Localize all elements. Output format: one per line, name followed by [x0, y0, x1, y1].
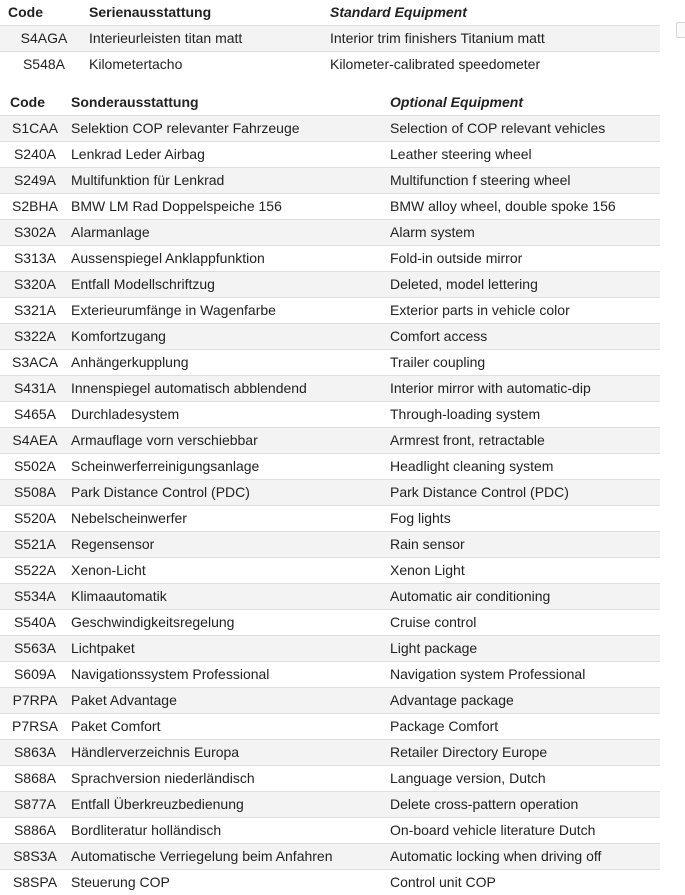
english-description-cell: Fog lights: [389, 506, 660, 532]
code-cell: S1CAA: [0, 116, 70, 142]
english-description-cell: Selection of COP relevant vehicles: [389, 116, 660, 142]
code-cell: S8SPA: [0, 870, 70, 895]
german-description-cell: Xenon-Licht: [70, 558, 389, 584]
code-cell: S520A: [0, 506, 70, 532]
table-row: [0, 584, 660, 610]
german-description-cell: Regensensor: [70, 532, 389, 558]
code-cell: S508A: [0, 480, 70, 506]
code-cell: S609A: [0, 662, 70, 688]
code-cell: S240A: [0, 142, 70, 168]
german-description-cell: Lenkrad Leder Airbag: [70, 142, 389, 168]
english-description-cell: Navigation system Professional: [389, 662, 660, 688]
code-cell: S886A: [0, 818, 70, 844]
table-row: [0, 428, 660, 454]
table-row: [0, 324, 660, 350]
standard-equipment-rows: [0, 26, 660, 78]
standard-equipment-header-row: [0, 0, 660, 26]
table-row: [0, 740, 660, 766]
code-cell: S522A: [0, 558, 70, 584]
german-description-cell: Selektion COP relevanter Fahrzeuge: [70, 116, 389, 142]
english-description-cell: Fold-in outside mirror: [389, 246, 660, 272]
code-cell: S322A: [0, 324, 70, 350]
german-description-cell: BMW LM Rad Doppelspeiche 156: [70, 194, 389, 220]
optional-equipment-table: [0, 90, 660, 895]
german-description-cell: Geschwindigkeitsregelung: [70, 610, 389, 636]
german-description-cell: Innenspiegel automatisch abblendend: [70, 376, 389, 402]
german-description-cell: Kilometertacho: [88, 52, 328, 78]
table-row: [0, 116, 660, 142]
german-description-cell: Nebelscheinwerfer: [70, 506, 389, 532]
table-row: [0, 454, 660, 480]
code-cell: S8S3A: [0, 844, 70, 870]
german-description-cell: Alarmanlage: [70, 220, 389, 246]
table-row: [0, 688, 660, 714]
english-description-cell: Through-loading system: [389, 402, 660, 428]
english-description-cell: Xenon Light: [389, 558, 660, 584]
code-cell: S4AEA: [0, 428, 70, 454]
german-description-cell: Händlerverzeichnis Europa: [70, 740, 389, 766]
german-description-cell: Paket Advantage: [70, 688, 389, 714]
table-row: [0, 272, 660, 298]
table-row: [0, 610, 660, 636]
german-description-cell: Komfortzugang: [70, 324, 389, 350]
english-description-cell: Interior mirror with automatic-dip: [389, 376, 660, 402]
code-cell: S534A: [0, 584, 70, 610]
german-description-cell: Bordliteratur holländisch: [70, 818, 389, 844]
table-row: [0, 52, 660, 78]
code-cell: S2BHA: [0, 194, 70, 220]
german-description-cell: Aussenspiegel Anklappfunktion: [70, 246, 389, 272]
code-cell: S313A: [0, 246, 70, 272]
english-description-cell: Exterior parts in vehicle color: [389, 298, 660, 324]
english-description-cell: Language version, Dutch: [389, 766, 660, 792]
table-row: [0, 26, 660, 52]
english-description-cell: Light package: [389, 636, 660, 662]
code-cell: S863A: [0, 740, 70, 766]
table-row: [0, 870, 660, 895]
table-row: [0, 376, 660, 402]
german-description-cell: Park Distance Control (PDC): [70, 480, 389, 506]
column-header-code: Code: [0, 90, 70, 116]
code-cell: S431A: [0, 376, 70, 402]
code-cell: S563A: [0, 636, 70, 662]
column-header-english: Optional Equipment: [389, 90, 660, 116]
table-row: [0, 844, 660, 870]
table-row: [0, 558, 660, 584]
scroll-edge-handle: [676, 22, 685, 38]
german-description-cell: Automatische Verriegelung beim Anfahren: [70, 844, 389, 870]
german-description-cell: Steuerung COP: [70, 870, 389, 895]
code-cell: S4AGA: [0, 26, 88, 52]
english-description-cell: Park Distance Control (PDC): [389, 480, 660, 506]
english-description-cell: Armrest front, retractable: [389, 428, 660, 454]
english-description-cell: Deleted, model lettering: [389, 272, 660, 298]
table-row: [0, 662, 660, 688]
code-cell: S868A: [0, 766, 70, 792]
code-cell: S548A: [0, 52, 88, 78]
code-cell: P7RSA: [0, 714, 70, 740]
english-description-cell: Leather steering wheel: [389, 142, 660, 168]
english-description-cell: Advantage package: [389, 688, 660, 714]
table-row: [0, 220, 660, 246]
code-cell: S302A: [0, 220, 70, 246]
table-row: [0, 194, 660, 220]
german-description-cell: Multifunktion für Lenkrad: [70, 168, 389, 194]
english-description-cell: Retailer Directory Europe: [389, 740, 660, 766]
german-description-cell: Anhängerkupplung: [70, 350, 389, 376]
code-cell: S877A: [0, 792, 70, 818]
english-description-cell: Trailer coupling: [389, 350, 660, 376]
table-row: [0, 246, 660, 272]
table-row: [0, 792, 660, 818]
german-description-cell: Navigationssystem Professional: [70, 662, 389, 688]
german-description-cell: Paket Comfort: [70, 714, 389, 740]
column-header-english: Standard Equipment: [328, 0, 660, 26]
column-header-code: Code: [0, 0, 88, 26]
table-row: [0, 350, 660, 376]
english-description-cell: Package Comfort: [389, 714, 660, 740]
english-description-cell: Automatic locking when driving off: [389, 844, 660, 870]
code-cell: S465A: [0, 402, 70, 428]
german-description-cell: Entfall Überkreuzbedienung: [70, 792, 389, 818]
code-cell: S502A: [0, 454, 70, 480]
english-description-cell: Control unit COP: [389, 870, 660, 895]
english-description-cell: Comfort access: [389, 324, 660, 350]
code-cell: S249A: [0, 168, 70, 194]
code-cell: S321A: [0, 298, 70, 324]
table-row: [0, 168, 660, 194]
english-description-cell: BMW alloy wheel, double spoke 156: [389, 194, 660, 220]
german-description-cell: Scheinwerferreinigungsanlage: [70, 454, 389, 480]
column-header-german: Serienausstattung: [88, 0, 328, 26]
german-description-cell: Durchladesystem: [70, 402, 389, 428]
table-row: [0, 532, 660, 558]
english-description-cell: Automatic air conditioning: [389, 584, 660, 610]
table-row: [0, 766, 660, 792]
optional-equipment-rows: [0, 116, 660, 895]
english-description-cell: Delete cross-pattern operation: [389, 792, 660, 818]
german-description-cell: Sprachversion niederländisch: [70, 766, 389, 792]
german-description-cell: Klimaautomatik: [70, 584, 389, 610]
code-cell: S3ACA: [0, 350, 70, 376]
column-header-german: Sonderausstattung: [70, 90, 389, 116]
german-description-cell: Entfall Modellschriftzug: [70, 272, 389, 298]
table-row: [0, 714, 660, 740]
english-description-cell: Cruise control: [389, 610, 660, 636]
table-row: [0, 818, 660, 844]
english-description-cell: Headlight cleaning system: [389, 454, 660, 480]
english-description-cell: Interior trim finishers Titanium matt: [328, 26, 660, 52]
table-row: [0, 636, 660, 662]
english-description-cell: On-board vehicle literature Dutch: [389, 818, 660, 844]
table-row: [0, 480, 660, 506]
table-row: [0, 402, 660, 428]
english-description-cell: Alarm system: [389, 220, 660, 246]
english-description-cell: Rain sensor: [389, 532, 660, 558]
code-cell: P7RPA: [0, 688, 70, 714]
code-cell: S320A: [0, 272, 70, 298]
standard-equipment-table: [0, 0, 660, 77]
table-row: [0, 142, 660, 168]
optional-equipment-header-row: [0, 90, 660, 116]
code-cell: S521A: [0, 532, 70, 558]
english-description-cell: Multifunction f steering wheel: [389, 168, 660, 194]
code-cell: S540A: [0, 610, 70, 636]
english-description-cell: Kilometer-calibrated speedometer: [328, 52, 660, 78]
german-description-cell: Exterieurumfänge in Wagenfarbe: [70, 298, 389, 324]
german-description-cell: Armauflage vorn verschiebbar: [70, 428, 389, 454]
german-description-cell: Interieurleisten titan matt: [88, 26, 328, 52]
table-row: [0, 298, 660, 324]
table-row: [0, 506, 660, 532]
german-description-cell: Lichtpaket: [70, 636, 389, 662]
